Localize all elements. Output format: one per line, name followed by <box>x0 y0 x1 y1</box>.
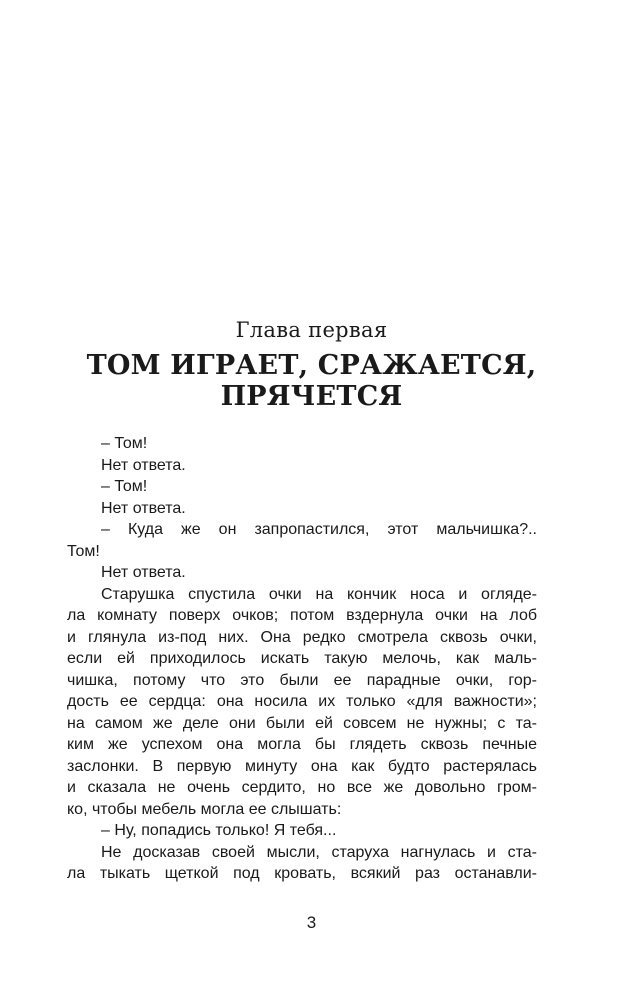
text-line: Нет ответа. <box>101 499 186 517</box>
text-line: чишка, потому что это были ее парадные очки, гор- <box>67 671 537 689</box>
text-line: если ей приходилось искать такую мелочь, как маль- <box>67 650 537 667</box>
text-line: и сказала не очень сердито, но все же довольно гром- <box>67 779 537 796</box>
text-line: ким же успехом она могла бы глядеть сквозь печные <box>67 736 537 753</box>
chapter-body-text <box>67 433 537 885</box>
text-line: Нет ответа. <box>101 456 186 474</box>
text-line: и глянула из-под них. Она редко смотрела сквозь очки, <box>67 628 537 646</box>
chapter-title-line: ПРЯЧЕТСЯ <box>220 381 403 412</box>
text-line: – Том! <box>101 478 148 495</box>
text-line: Том! <box>67 542 100 560</box>
text-line: Не досказав своей мысли, старуха нагнулась и ста- <box>101 843 537 861</box>
text-line: ла тыкать щеткой под кровать, всякий раз останавли- <box>67 865 537 882</box>
text-line: Старушка спустила очки на кончик носа и огляде- <box>101 585 537 603</box>
text-line: Нет ответа. <box>101 564 186 581</box>
text-line: ко, чтобы мебель могла ее слышать: <box>67 800 342 818</box>
text-line: заслонки. В первую минуту она как будто растерялась <box>67 757 537 775</box>
chapter-title-line: ТОМ ИГРАЕТ, СРАЖАЕТСЯ, <box>86 350 537 381</box>
page-number: 3 <box>306 913 317 932</box>
text-line: на самом же деле они были ей совсем не нужны; с та- <box>67 714 537 732</box>
chapter-title <box>0 350 623 412</box>
text-line: – Том! <box>101 435 148 452</box>
text-line: – Куда же он запропастился, этот мальчишка?.. <box>101 521 537 538</box>
text-line: – Ну, попадись только! Я тебя... <box>101 822 337 839</box>
chapter-label: Глава первая <box>235 318 388 342</box>
text-line: ла комнату поверх очков; потом вздернула очки на лоб <box>67 607 537 624</box>
text-line: дость ее сердца: она носила их только «для важности»; <box>67 693 537 710</box>
